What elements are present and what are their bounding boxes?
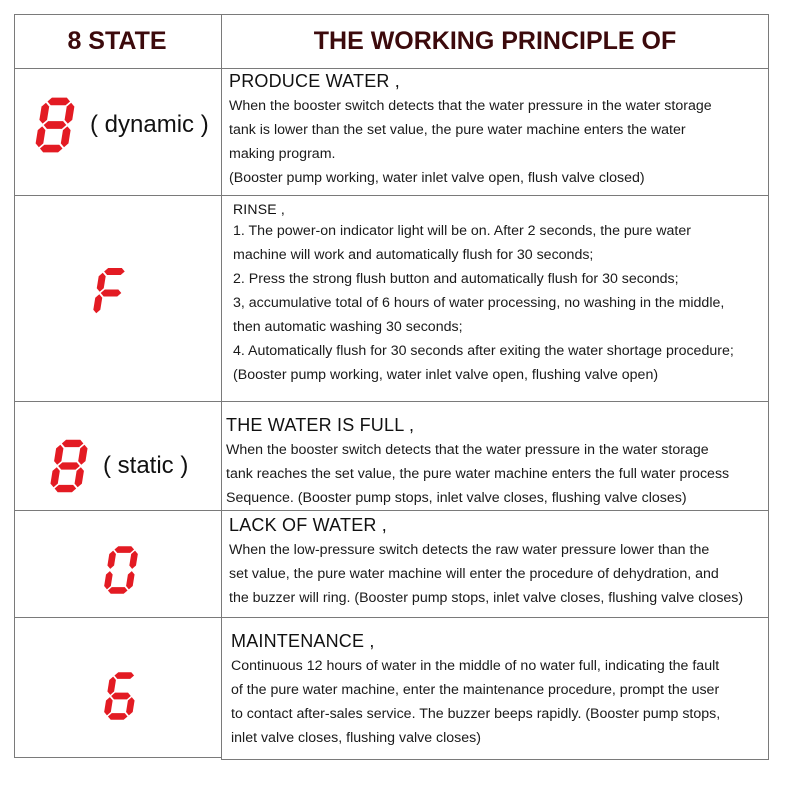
segment-g — [58, 462, 81, 469]
description-line: of the pure water machine, enter the maintenance procedure, prompt the user — [231, 682, 720, 698]
segment-b — [119, 273, 129, 292]
description-line: When the booster switch detects that the water pressure in the water storage — [226, 442, 709, 458]
description-line: Sequence. (Booster pump stops, inlet valve closes, flushing valve closes) — [226, 490, 687, 506]
segment-e — [104, 571, 114, 589]
description-maintenance — [231, 631, 720, 750]
description-rinse — [233, 201, 734, 387]
segment-a — [114, 672, 135, 679]
description-line: the buzzer will ring. (Booster pump stops, inlet valve closes, flushing valve closes) — [229, 590, 744, 606]
seven-segment-display — [47, 436, 91, 496]
segment-c — [126, 571, 136, 589]
description-line: set value, the pure water machine will enter the procedure of dehydration, and — [229, 566, 719, 582]
segment-f — [53, 445, 64, 465]
segment-e — [104, 697, 114, 715]
segment-a — [61, 440, 84, 447]
description-line: 1. The power-on indicator light will be on. After 2 seconds, the pure water — [233, 223, 691, 239]
description-line: When the booster switch detects that the water pressure in the water storage — [229, 98, 712, 114]
segment-d — [107, 713, 128, 720]
description-line: to contact after-sales service. The buzzer beeps rapidly. (Booster pump stops, — [231, 706, 721, 722]
segment-f — [107, 677, 117, 695]
seven-segment-digit-f — [90, 264, 132, 322]
segment-d — [107, 587, 128, 594]
segment-f — [107, 551, 117, 569]
segment-g — [111, 693, 132, 700]
segment-e — [50, 467, 61, 487]
description-line: inlet valve closes, flushing valve closes) — [231, 730, 481, 746]
segment-g — [100, 290, 122, 297]
description-line: 4. Automatically flush for 30 seconds after exiting the water shortage procedure; — [233, 343, 734, 359]
segment-b — [129, 677, 139, 695]
segment-f — [39, 103, 50, 124]
description-produce-water — [229, 71, 712, 190]
seven-segment-display — [101, 666, 141, 726]
row-divider — [14, 617, 769, 618]
section-title: RINSE , — [233, 201, 285, 217]
header-principle: THE WORKING PRINCIPLE OF — [313, 26, 677, 55]
state-cell-maintenance — [101, 666, 141, 726]
header-divider — [14, 68, 769, 69]
seven-segment-digit-8 — [32, 94, 78, 156]
description-line: Continuous 12 hours of water in the middle of no water full, indicating the fault — [231, 658, 720, 674]
segment-e — [93, 294, 103, 313]
segment-b — [64, 103, 75, 124]
segment-a — [114, 546, 135, 553]
seven-segment-digit-0 — [101, 540, 141, 600]
state-cell-lack-of-water — [101, 540, 141, 600]
description-line: tank is lower than the set value, the pure water machine enters the water — [229, 122, 686, 138]
description-line: 2. Press the strong flush button and automatically flush for 30 seconds; — [233, 271, 679, 287]
row-divider — [14, 401, 769, 402]
table-border-left — [14, 14, 15, 758]
state-cell-produce — [32, 94, 209, 156]
section-title: LACK OF WATER , — [229, 515, 388, 535]
state-cell-water-full — [47, 436, 188, 496]
table-border-bottom — [222, 759, 769, 760]
description-line: When the low-pressure switch detects the raw water pressure lower than the — [229, 542, 710, 558]
description-water-full — [226, 415, 729, 510]
table-border-bottom — [14, 757, 222, 758]
segment-d — [97, 311, 119, 318]
description-line: making program. — [229, 146, 336, 162]
row-divider — [14, 195, 769, 196]
description-lack-of-water — [229, 515, 743, 610]
seven-segment-digit-8 — [47, 436, 91, 496]
state-cell-rinse — [90, 264, 132, 322]
segment-c — [126, 697, 136, 715]
segment-c — [60, 126, 71, 147]
segment-c — [116, 294, 126, 313]
segment-e — [35, 126, 46, 147]
description-line: machine will work and automatically flush for 30 seconds; — [233, 247, 594, 263]
description-line: (Booster pump working, water inlet valve open, flushing valve open) — [233, 367, 659, 383]
seven-segment-display — [101, 540, 141, 600]
description-line: 3, accumulative total of 6 hours of water processing, no washing in the middle, — [233, 295, 725, 311]
seven-segment-display — [32, 94, 78, 156]
segment-c — [74, 467, 85, 487]
row-divider — [14, 510, 769, 511]
seven-segment-display — [90, 264, 132, 322]
description-line: tank reaches the set value, the pure water machine enters the full water process — [226, 466, 730, 482]
segment-d — [54, 485, 77, 492]
state-note: ( dynamic ) — [90, 111, 209, 138]
section-title: PRODUCE WATER , — [229, 71, 401, 91]
header-state: 8 STATE — [67, 26, 167, 55]
description-line: (Booster pump working, water inlet valve open, flush valve closed) — [229, 170, 645, 186]
segment-g — [111, 567, 132, 574]
segment-f — [96, 273, 106, 292]
seven-segment-digit-6 — [101, 666, 141, 726]
segment-b — [129, 551, 139, 569]
segment-g — [43, 121, 67, 129]
segment-a — [104, 268, 126, 275]
segment-a — [47, 98, 71, 106]
segment-d — [39, 145, 63, 153]
description-line: then automatic washing 30 seconds; — [233, 319, 463, 335]
section-title: MAINTENANCE , — [231, 631, 375, 651]
table-border-right — [768, 14, 769, 760]
section-title: THE WATER IS FULL , — [226, 415, 415, 435]
state-note: ( static ) — [103, 452, 189, 479]
column-divider — [221, 14, 222, 760]
segment-b — [78, 445, 89, 465]
